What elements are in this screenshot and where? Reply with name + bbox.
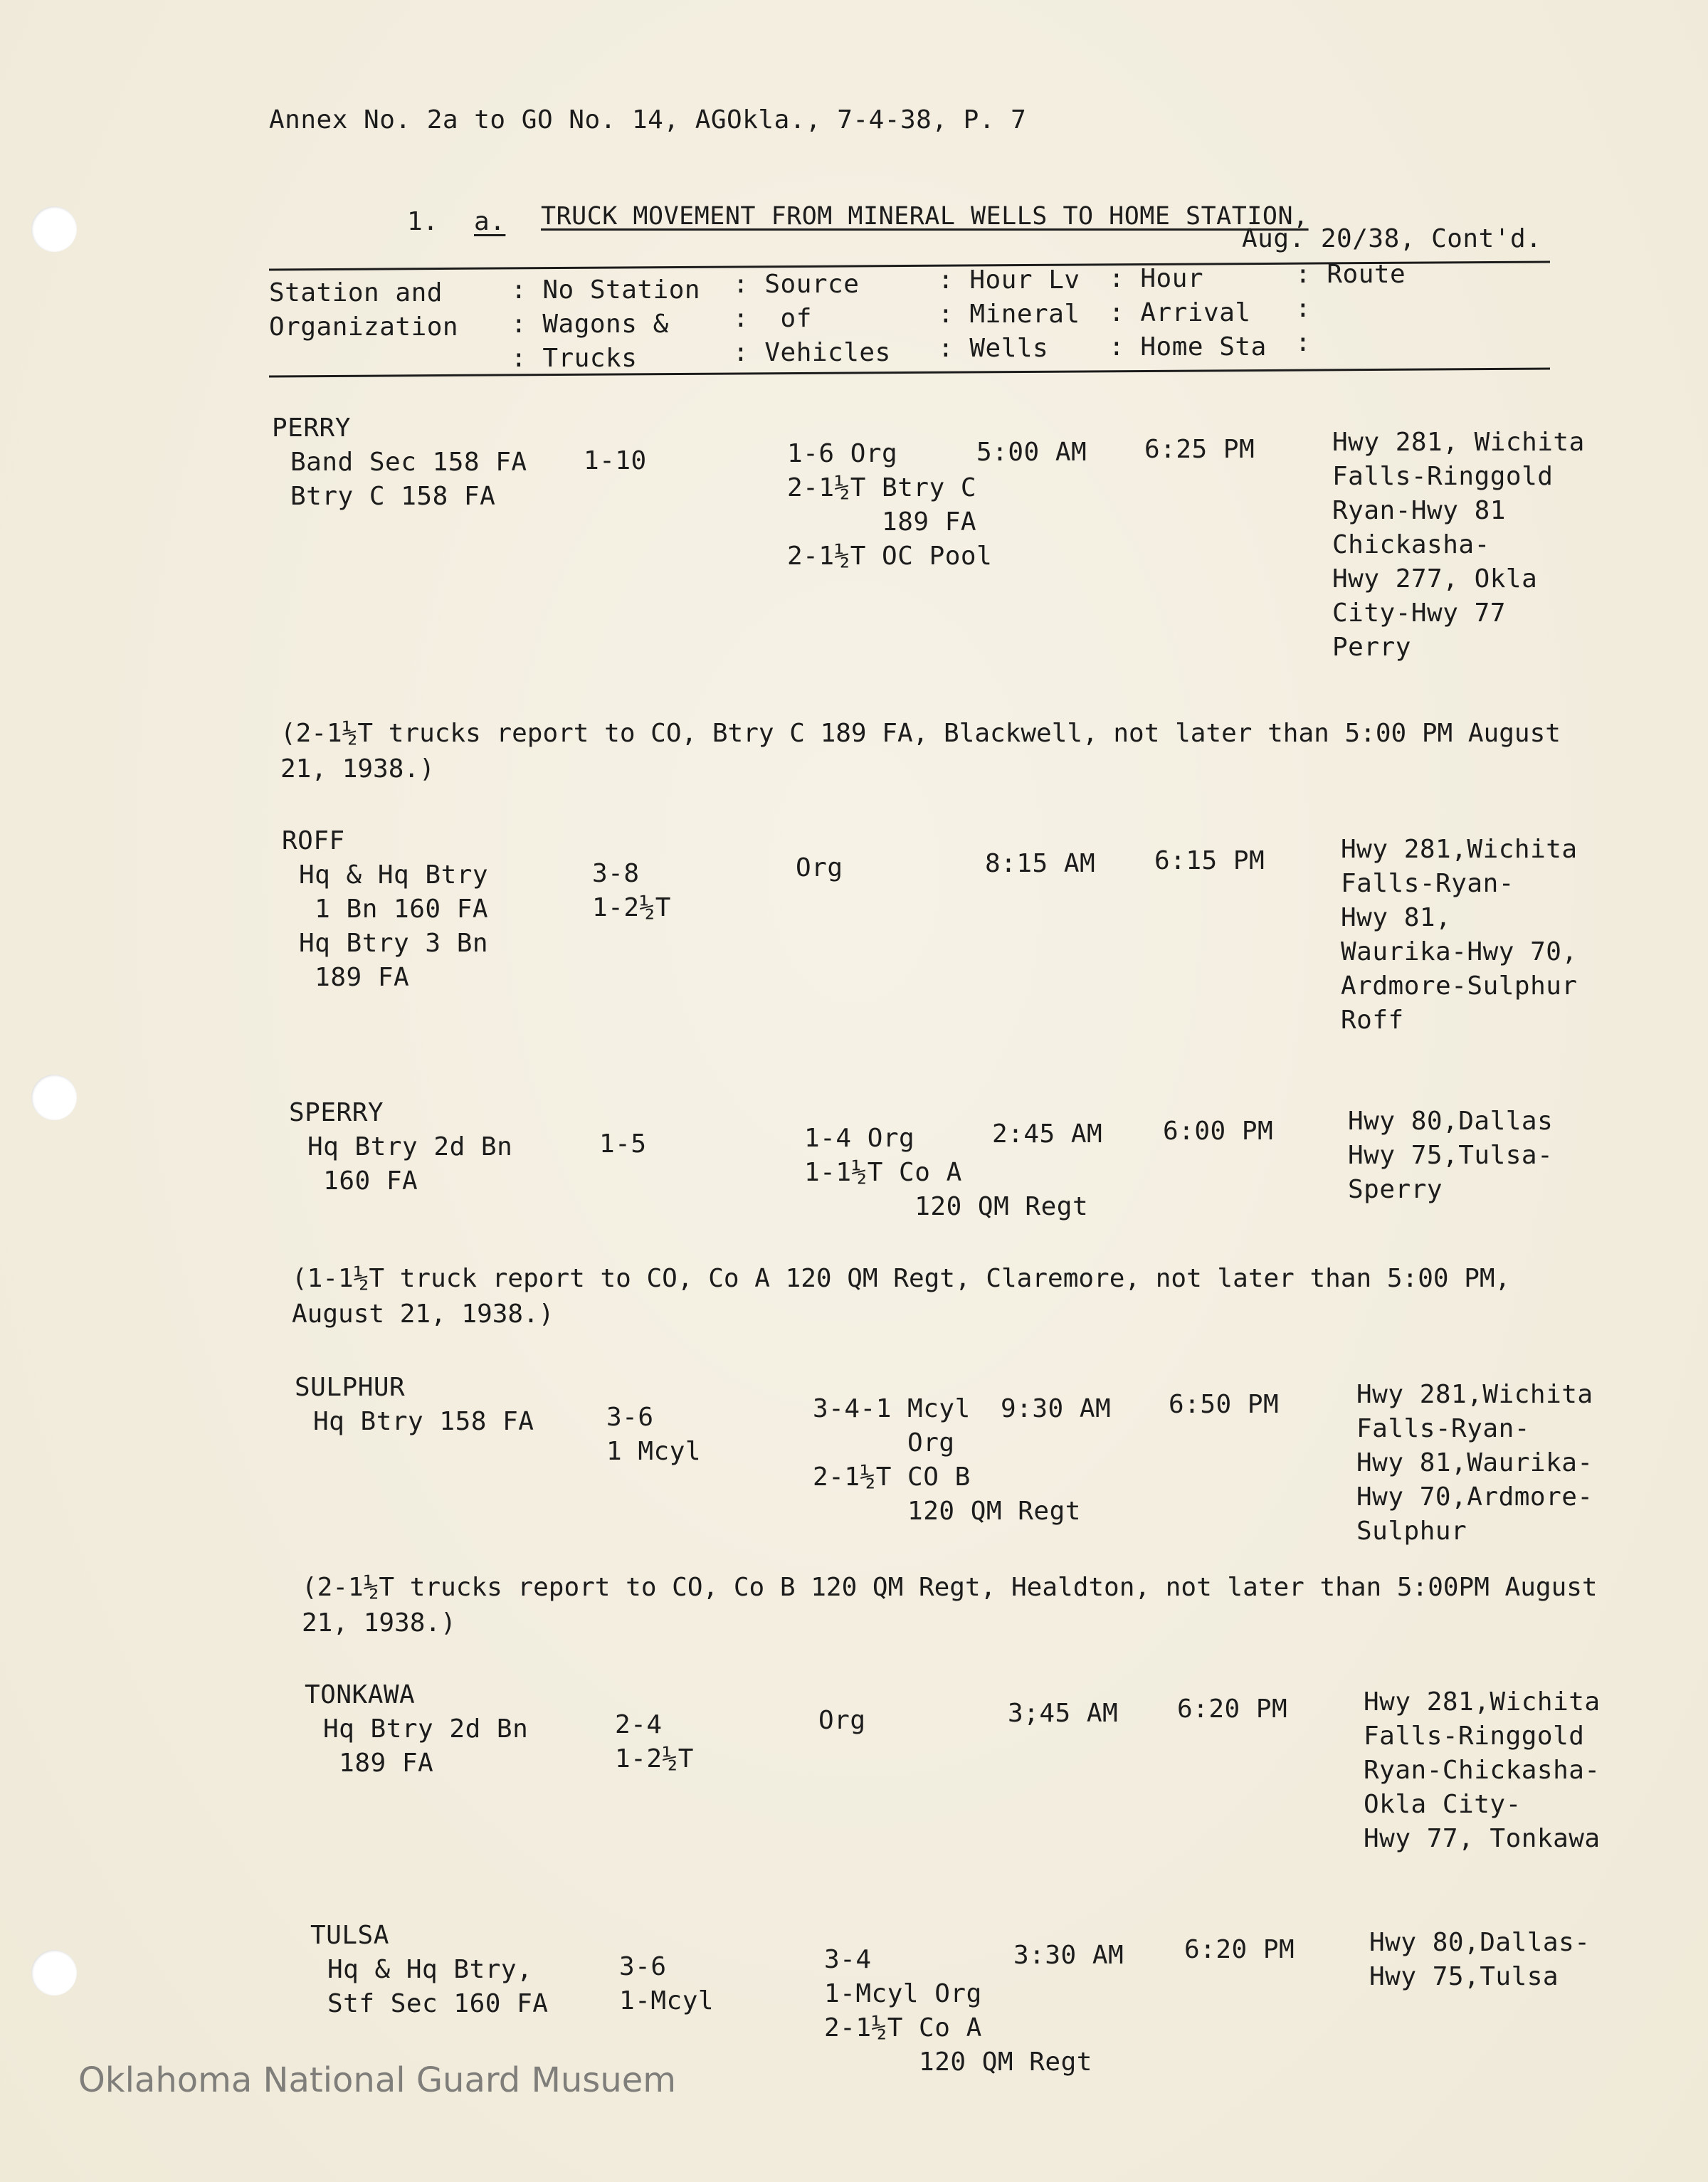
punch-hole	[31, 206, 77, 252]
organization: Hq Btry 2d Bn 189 FA	[323, 1714, 529, 1778]
wagons-trucks: 1-10	[584, 446, 647, 475]
hour-arrival: 6:50 PM	[1169, 1390, 1280, 1419]
hour-leave: 9:30 AM	[1001, 1394, 1112, 1423]
col-header-route: : Route : :	[1295, 260, 1406, 357]
station-name: SPERRY	[289, 1098, 384, 1127]
col-header-wagons: : No Station : Wagons & : Trucks	[511, 275, 701, 373]
route: Hwy 281, Wichita Falls-Ringgold Ryan-Hwy 81 Chickasha- Hwy 277, Okla City-Hwy 77 Perry	[1332, 428, 1585, 662]
item-letter: a.	[474, 207, 506, 236]
route: Hwy 80,Dallas Hwy 75,Tulsa- Sperry	[1348, 1107, 1554, 1204]
punch-hole	[31, 1950, 77, 1996]
station-name: TULSA	[310, 1921, 389, 1950]
annex-reference: Annex No. 2a to GO No. 14, AGOkla., 7-4-38, P. 7	[269, 105, 1027, 135]
station-name: PERRY	[272, 413, 351, 443]
route: Hwy 281,Wichita Falls-Ringgold Ryan-Chickasha- Okla City- Hwy 77, Tonkawa	[1364, 1687, 1601, 1853]
wagons-trucks: 3-6 1-Mcyl	[619, 1952, 715, 2015]
museum-watermark: Oklahoma National Guard Musuem	[78, 2060, 677, 2100]
hour-arrival: 6:25 PM	[1144, 435, 1255, 464]
route: Hwy 281,Wichita Falls-Ryan- Hwy 81, Waurika-Hwy 70, Ardmore-Sulphur Roff	[1341, 835, 1578, 1035]
hour-arrival: 6:20 PM	[1184, 1935, 1295, 1964]
vehicle-source: Org	[796, 853, 843, 882]
entry-note: (1-1½T truck report to CO, Co A 120 QM Regt, Claremore, not later than 5:00 PM, August 21, 1938.)	[292, 1264, 1511, 1329]
entry-note: (2-1½T trucks report to CO, Co B 120 QM Regt, Healdton, not later than 5:00PM August 21, 1938.)	[302, 1573, 1598, 1638]
hour-leave: 3;45 AM	[1008, 1699, 1119, 1728]
station-name: ROFF	[282, 826, 345, 855]
vehicle-source: 1-4 Org 1-1½T Co A 120 QM Regt	[804, 1124, 1089, 1221]
route: Hwy 80,Dallas- Hwy 75,Tulsa	[1369, 1928, 1591, 1991]
hour-leave: 3:30 AM	[1013, 1941, 1124, 1970]
hour-leave: 2:45 AM	[992, 1119, 1103, 1149]
route: Hwy 281,Wichita Falls-Ryan- Hwy 81,Waurika- Hwy 70,Ardmore- Sulphur	[1356, 1380, 1593, 1546]
col-header-hour-lv: : Hour Lv : Mineral : Wells	[938, 265, 1080, 363]
organization: Hq Btry 2d Bn 160 FA	[307, 1132, 513, 1196]
item-number: 1.	[407, 207, 439, 236]
organization: Band Sec 158 FA Btry C 158 FA	[290, 448, 527, 511]
organization: Hq & Hq Btry 1 Bn 160 FA Hq Btry 3 Bn 189 FA	[299, 860, 489, 992]
wagons-trucks: 3-8 1-2½T	[592, 859, 671, 922]
wagons-trucks: 1-5	[599, 1129, 647, 1159]
col-header-source: : Source : of : Vehicles	[733, 270, 891, 367]
document-date: Aug. 20/38, Cont'd.	[1242, 224, 1542, 253]
organization: Hq Btry 158 FA	[313, 1407, 534, 1436]
vehicle-source: Org	[818, 1706, 866, 1735]
station-name: TONKAWA	[305, 1680, 416, 1709]
header-bottom-rule	[269, 368, 1550, 378]
document-title: TRUCK MOVEMENT FROM MINERAL WELLS TO HOME STATION,	[541, 202, 1309, 231]
vehicle-source: 1-6 Org 2-1½T Btry C 189 FA 2-1½T OC Pool	[787, 439, 993, 571]
wagons-trucks: 2-4 1-2½T	[615, 1710, 694, 1773]
station-name: SULPHUR	[295, 1373, 406, 1402]
hour-leave: 8:15 AM	[985, 849, 1096, 878]
hour-leave: 5:00 AM	[976, 438, 1087, 467]
col-header-hour-arr: : Hour : Arrival : Home Sta	[1109, 264, 1267, 362]
col-header-station: Station and Organization	[269, 278, 459, 342]
hour-arrival: 6:15 PM	[1154, 846, 1265, 875]
wagons-trucks: 3-6 1 Mcyl	[606, 1403, 702, 1466]
hour-arrival: 6:20 PM	[1177, 1695, 1288, 1724]
entry-note: (2-1½T trucks report to CO, Btry C 189 FA, Blackwell, not later than 5:00 PM August 21, 1938.)	[280, 719, 1561, 784]
vehicle-source: 3-4 1-Mcyl Org 2-1½T Co A 120 QM Regt	[824, 1945, 1092, 2077]
punch-hole	[31, 1075, 77, 1120]
organization: Hq & Hq Btry, Stf Sec 160 FA	[327, 1955, 549, 2018]
vehicle-source: 3-4-1 Mcyl Org 2-1½T CO B 120 QM Regt	[813, 1394, 1081, 1526]
hour-arrival: 6:00 PM	[1163, 1117, 1274, 1146]
